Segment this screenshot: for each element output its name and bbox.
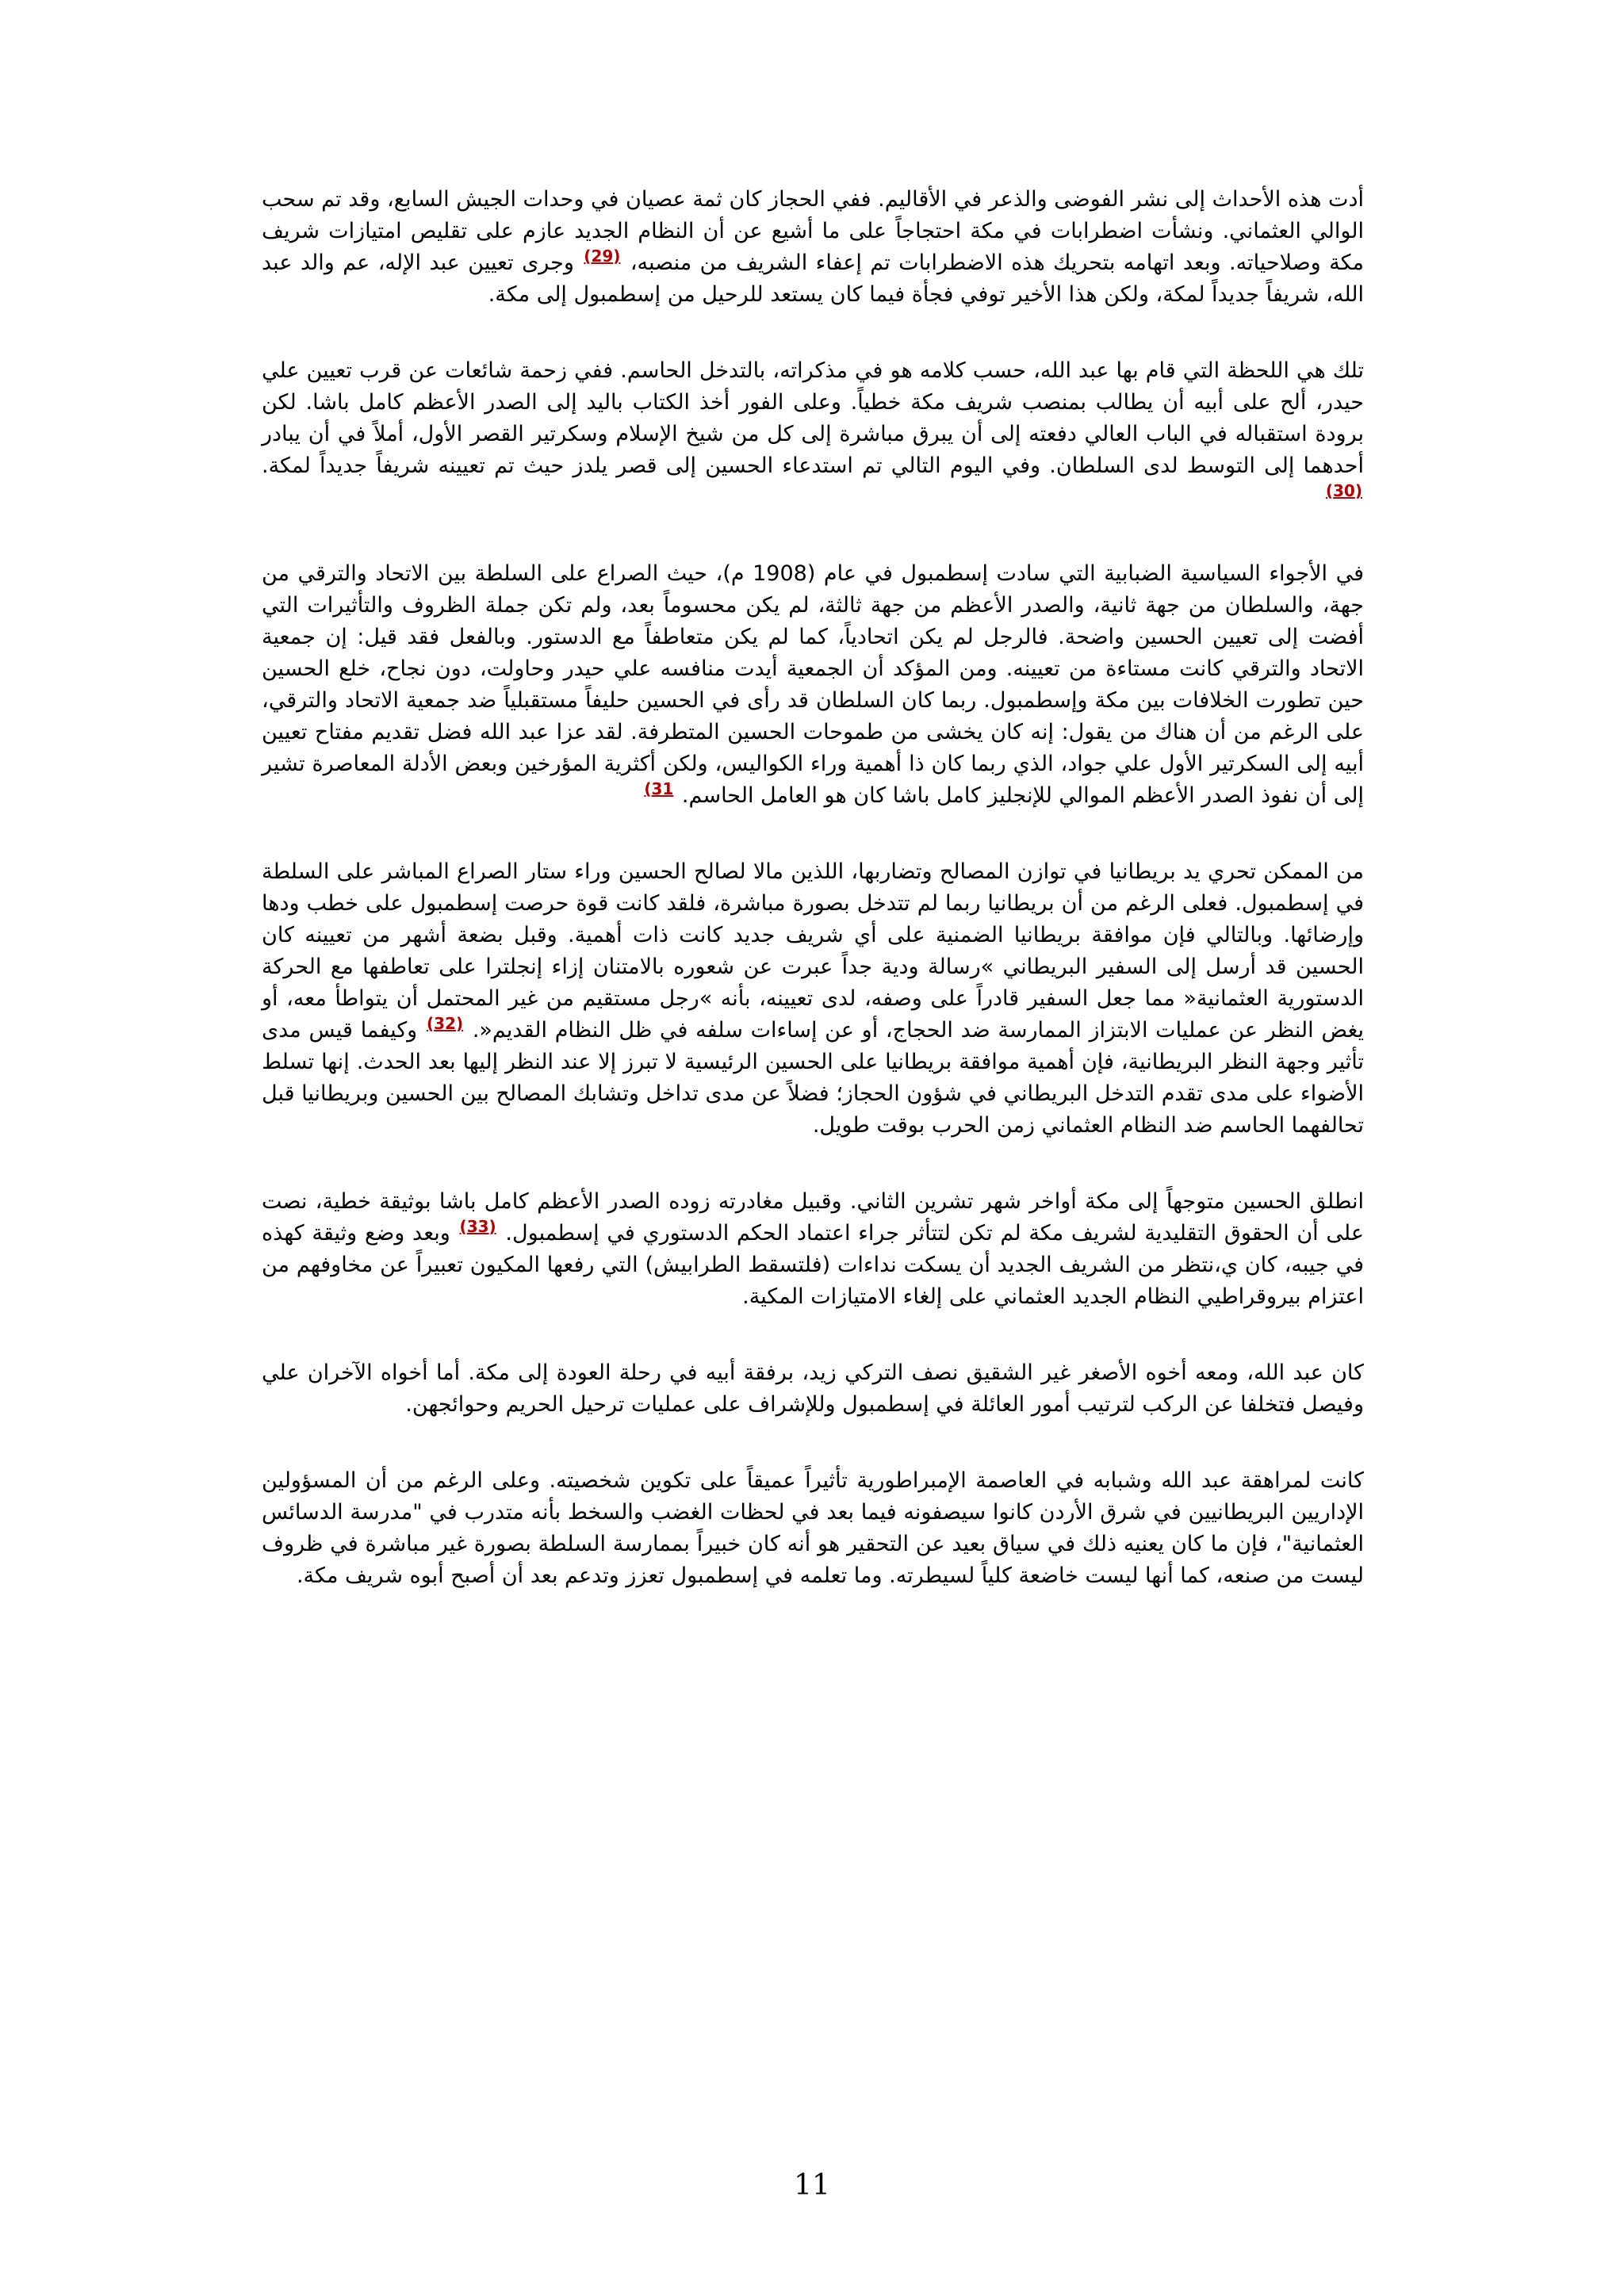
paragraph-5 xyxy=(262,1186,1364,1313)
paragraph-4-text-cont: وكيفما قيس مدى تأثير وجهة النظر البريطانية، فإن أهمية موافقة بريطانيا على الحسين الرئيسية لا تبرز إلا عند النظر إليها بعد الحدث. إنها تسلط الأضواء على مدى تقدم التدخل البريطاني في شؤون الحجاز؛ فضلاً عن مدى تداخل وتشابك المصالح بين الحسين وبريطانيا قبل تحالفهما الحاسم ضد النظام العثماني زمن الحرب بوقت طويل. xyxy=(262,1018,1364,1138)
paragraph-3 xyxy=(262,558,1364,812)
paragraph-1-text-cont: وجرى تعيين عبد الإله، عم والد عبد الله، شريفاً جديداً لمكة، ولكن هذا الأخير توفي فجأة فيما كان يستعد للرحيل من إسطمبول إلى مكة. xyxy=(262,251,1364,307)
paragraph-7-text: كانت لمراهقة عبد الله وشبابه في العاصمة الإمبراطورية تأثيراً عميقاً على تكوين شخصيته. وعلى الرغم من أن المسؤولين الإداريين البريطانيين في شرق الأردن كانوا سيصفونه فيما بعد في لحظات الغضب والسخط بأنه متدرب في "مدرسة الدسائس العثمانية"، فإن ما كان يعنيه ذلك في سياق بعيد عن التحقير هو أنه كان خبيراً بممارسة السلطة بصورة غير مباشرة في ظروف ليست من صنعه، كما أنها ليست خاضعة كلياً لسيطرته. وما تعلمه في إسطمبول تعزز وتدعم بعد أن أصبح أبوه شريف مكة. xyxy=(262,1468,1364,1588)
footnote-ref-32[interactable]: (32) xyxy=(426,1014,464,1033)
footnote-ref-31[interactable]: 31) xyxy=(644,779,674,798)
paragraph-6-text: كان عبد الله، ومعه أخوه الأصغر غير الشقيق نصف التركي زيد، برفقة أبيه في رحلة العودة إلى مكة. أما أخواه الآخران علي وفيصل فتخلفا عن الركب لترتيب أمور العائلة في إسطمبول وللإشراف على عمليات ترحيل الحريم وحوائجهن. xyxy=(262,1360,1364,1417)
paragraph-2-text: تلك هي اللحظة التي قام بها عبد الله، حسب كلامه هو في مذكراته، بالتدخل الحاسم. ففي زحمة شائعات عن قرب تعيين علي حيدر، ألح على أبيه أن يطالب بمنصب شريف مكة خطياً. وعلى الفور أخذ الكتاب باليد إلى الصدر الأعظم كامل باشا. لكن برودة استقباله في الباب العالي دفعته إلى أن يبرق مباشرة إلى كل من شيخ الإسلام وسكرتير القصر الأول، أملاً في أن يبادر أحدهما إلى التوسط لدى السلطان. وفي اليوم التالي تم استدعاء الحسين إلى قصر يلدز حيث تم تعيينه شريفاً جديداً لمكة. xyxy=(262,358,1364,478)
paragraph-2 xyxy=(262,355,1364,514)
paragraph-7 xyxy=(262,1465,1364,1592)
footnote-ref-29[interactable]: (29) xyxy=(584,247,621,266)
page-number: 11 xyxy=(794,2169,830,2202)
paragraph-5-text-cont: وبعد وضع وثيقة كهذه في جيبه، كان ي،نتظر من الشريف الجديد أن يسكت نداءات (فلتسقط الطرابيش) التي رفعها المكيون تعبيراً عن مخاوفهم من اعتزام بيروقراطيي النظام الجديد العثماني على إلغاء الامتيازات المكية. xyxy=(262,1221,1364,1309)
paragraph-4 xyxy=(262,856,1364,1142)
body-text xyxy=(262,184,1364,1636)
paragraph-3-text: في الأجواء السياسية الضبابية التي سادت إسطمبول في عام (1908 م)، حيث الصراع على السلطة بين الاتحاد والترقي من جهة، والسلطان من جهة ثانية، والصدر الأعظم من جهة ثالثة، لم يكن محسوماً بعد، ولم تكن جملة الظروف والتأثيرات التي أفضت إلى تعيين الحسين واضحة. فالرجل لم يكن اتحادياً، كما لم يكن متعاطفاً مع الدستور. وبالفعل فقد قيل: إن جمعية الاتحاد والترقي كانت مستاءة من تعيينه. ومن المؤكد أن الجمعية أيدت منافسه علي حيدر وحاولت، دون نجاح، خلع الحسين حين تطورت الخلافات بين مكة وإسطمبول. ربما كان السلطان قد رأى في الحسين حليفاً مستقبلياً ضد جمعية الاتحاد والترقي، على الرغم من أن هناك من يقول: إنه كان يخشى من طموحات الحسين المتطرفة. لقد عزا عبد الله فضل تقديم مفتاح تعيين أبيه إلى السكرتير الأول علي جواد، الذي ربما كان ذا أهمية وراء الكواليس، ولكن أكثرية المؤرخين وبعض الأدلة المعاصرة تشير إلى أن نفوذ الصدر الأعظم الموالي للإنجليز كامل باشا كان هو العامل الحاسم. xyxy=(262,561,1364,808)
paragraph-5-text: انطلق الحسين متوجهاً إلى مكة أواخر شهر تشرين الثاني. وقبيل مغادرته زوده الصدر الأعظم كامل باشا بوثيقة خطية، نصت على أن الحقوق التقليدية لشريف مكة لم تكن لتتأثر جراء اعتماد الحكم الدستوري في إسطمبول. xyxy=(262,1189,1364,1246)
paragraph-6 xyxy=(262,1357,1364,1421)
paragraph-1 xyxy=(262,184,1364,311)
paragraph-1-text: أدت هذه الأحداث إلى نشر الفوضى والذعر في الأقاليم. ففي الحجاز كان ثمة عصيان في وحدات الجيش السابع، وقد تم سحب الوالي العثماني. ونشأت اضطرابات في مكة احتجاجاً على ما أشيع عن أن النظام الجديد عازم على تقليص امتيازات شريف مكة وصلاحياته. وبعد اتهامه بتحريك هذه الاضطرابات تم إعفاء الشريف من منصبه، xyxy=(262,187,1364,275)
footnote-ref-30[interactable]: (30) xyxy=(1325,481,1362,500)
footnote-ref-33[interactable]: (33) xyxy=(459,1217,496,1236)
paragraph-4-text: من الممكن تحري يد بريطانيا في توازن المصالح وتضاربها، اللذين مالا لصالح الحسين وراء ستار الصراع المباشر على السلطة في إسطمبول. فعلى الرغم من أن بريطانيا ربما لم تتدخل بصورة مباشرة، فلقد كانت قوة حرصت إسطمبول على خطب ودها وإرضائها. وبالتالي فإن موافقة بريطانيا الضمنية على أي شريف جديد كانت ذات أهمية. وقبل بضعة أشهر من تعيينه كان الحسين قد أرسل إلى السفير البريطاني »رسالة ودية جداً عبرت عن شعوره بالامتنان إزاء إنجلترا على تعاطفها مع الحركة الدستورية العثمانية« مما جعل السفير قادراً على وصفه، لدى تعيينه، بأنه »رجل مستقيم من غير المحتمل أن يتواطأ معه، أو يغض النظر عن عمليات الابتزاز الممارسة ضد الحجاج، أو عن إساءات سلفه في ظل النظام القديم«. xyxy=(262,859,1364,1043)
